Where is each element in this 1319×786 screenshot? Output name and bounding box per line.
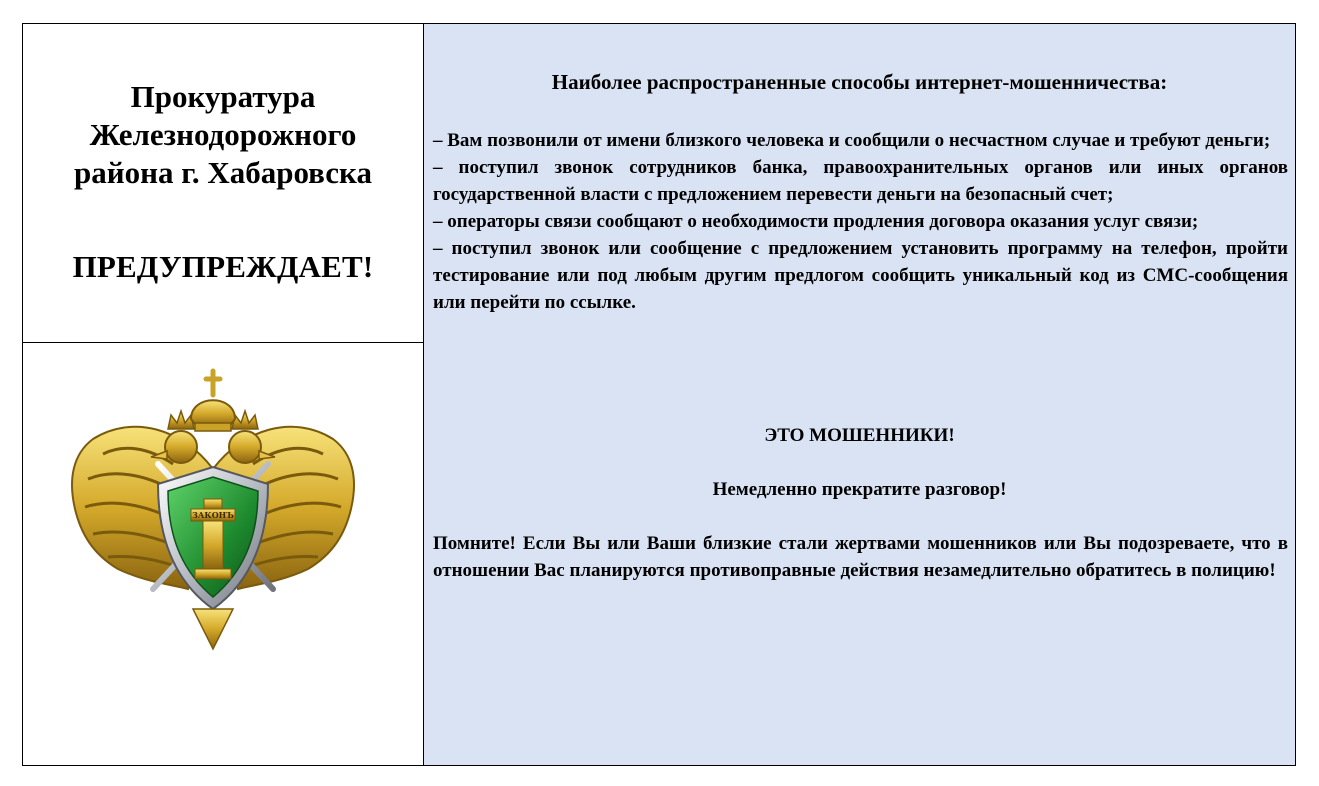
fraud-methods-heading: Наиболее распространенные способы интернет-мошенничества: xyxy=(551,70,1168,94)
left-title-cell xyxy=(23,24,423,343)
list-item: – Вам позвонили от имени близкого человека и сообщили о несчастном случае и требуют деньги; xyxy=(433,130,1271,151)
list-item: – поступил звонок или сообщение с предложением установить программу на телефон, пройти тестирование или под любым другим предлогом сообщить уникальный код из СМС-сообщения или перейти по ссылке. xyxy=(433,238,1288,313)
left-panel xyxy=(23,24,424,765)
organization-title: Прокуратура Железнодорожного района г. Хабаровска xyxy=(74,79,372,190)
stop-conversation-note: Немедленно прекратите разговор! xyxy=(712,479,1007,500)
warning-heading: ПРЕДУПРЕЖДАЕТ! xyxy=(72,249,374,284)
list-item: – операторы связи сообщают о необходимости продления договора оказания услуг связи; xyxy=(433,211,1199,232)
document-frame xyxy=(22,23,1296,766)
list-item: – поступил звонок сотрудников банка, правоохранительных органов или иных органов государственной власти с предложением перевести деньги на безопасный счет; xyxy=(433,157,1288,205)
right-panel xyxy=(424,24,1295,765)
remember-paragraph: Помните! Если Вы или Ваши близкие стали жертвами мошенников или Вы подозреваете, что в отношении Вас планируются противоправные действия незамедлительно обратитесь в полицию! xyxy=(433,533,1288,581)
fraud-methods-list xyxy=(433,127,1288,316)
left-emblem-cell xyxy=(23,343,423,765)
prosecutor-emblem-icon xyxy=(63,359,363,659)
scammers-alert: ЭТО МОШЕННИКИ! xyxy=(764,425,955,446)
svg-text:ЗАКОНЪ: ЗАКОНЪ xyxy=(192,510,234,520)
